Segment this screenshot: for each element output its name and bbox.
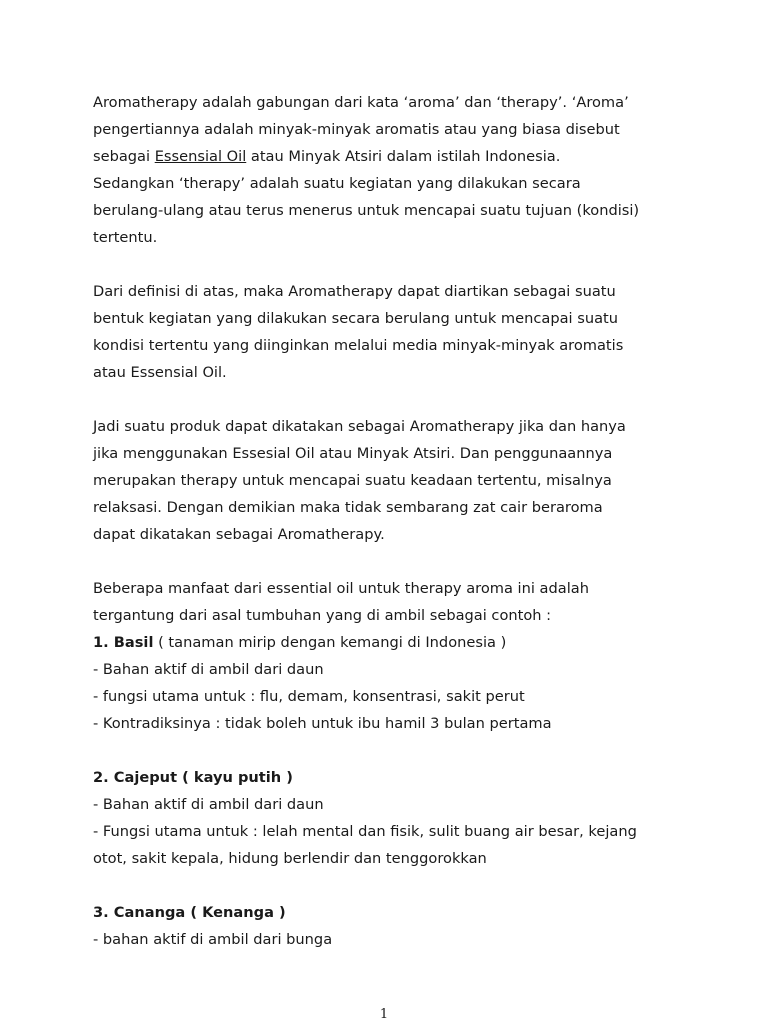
- list-item: - Bahan aktif di ambil dari daun: [93, 661, 324, 678]
- paragraph-definition: [93, 89, 693, 251]
- paragraph-benefits: [93, 575, 693, 737]
- text-line: merupakan therapy untuk mencapai suatu keadaan tertentu, misalnya: [93, 472, 612, 489]
- list-item: - Kontradiksinya : tidak boleh untuk ibu hamil 3 bulan pertama: [93, 715, 552, 732]
- list-item: otot, sakit kepala, hidung berlendir dan tenggorokkan: [93, 850, 487, 867]
- text-line: Beberapa manfaat dari essential oil untuk therapy aroma ini adalah: [93, 580, 589, 597]
- list-item: - bahan aktif di ambil dari bunga: [93, 931, 333, 948]
- list-item: - Bahan aktif di ambil dari daun: [93, 796, 324, 813]
- document-body: [93, 89, 693, 980]
- text-line: Aromatherapy adalah gabungan dari kata ‘aroma’ dan ‘therapy’. ‘Aroma’: [93, 94, 629, 111]
- text-line: dapat dikatakan sebagai Aromatherapy.: [93, 526, 385, 543]
- heading-note: ( tanaman mirip dengan kemangi di Indonesia ): [153, 634, 507, 651]
- text-line: pengertiannya adalah minyak-minyak aromatis atau yang biasa disebut: [93, 121, 620, 138]
- item-heading-cananga: 3. Cananga ( Kenanga ): [93, 904, 286, 921]
- text-line: Jadi suatu produk dapat dikatakan sebagai Aromatherapy jika dan hanya: [93, 418, 626, 435]
- paragraph-conclusion: [93, 278, 693, 386]
- text-line: jika menggunakan Essesial Oil atau Minyak Atsiri. Dan penggunaannya: [93, 445, 613, 462]
- text-line: tergantung dari asal tumbuhan yang di ambil sebagai contoh :: [93, 607, 552, 624]
- text-fragment: atau Minyak Atsiri dalam istilah Indonesia.: [246, 148, 561, 165]
- page-number: 1: [379, 1007, 389, 1022]
- paragraph-product: [93, 413, 693, 548]
- text-line: atau Essensial Oil.: [93, 364, 227, 381]
- text-fragment: sebagai: [93, 148, 155, 165]
- text-line: relaksasi. Dengan demikian maka tidak sembarang zat cair beraroma: [93, 499, 603, 516]
- text-line: berulang-ulang atau terus menerus untuk mencapai suatu tujuan (kondisi): [93, 202, 640, 219]
- text-line: bentuk kegiatan yang dilakukan secara berulang untuk mencapai suatu: [93, 310, 619, 327]
- list-item: - fungsi utama untuk : flu, demam, konsentrasi, sakit perut: [93, 688, 525, 705]
- section-cananga: [93, 899, 693, 953]
- item-heading-basil: [93, 629, 693, 656]
- text-line: kondisi tertentu yang diinginkan melalui media minyak-minyak aromatis: [93, 337, 624, 354]
- heading-text: 1. Basil: [93, 634, 154, 651]
- item-heading-cajeput: 2. Cajeput ( kayu putih ): [93, 769, 293, 786]
- essensial-oil-link[interactable]: Essensial Oil: [154, 148, 247, 165]
- section-cajeput: [93, 764, 693, 872]
- list-item: - Fungsi utama untuk : lelah mental dan fisik, sulit buang air besar, kejang: [93, 823, 637, 840]
- text-line: Dari definisi di atas, maka Aromatherapy dapat diartikan sebagai suatu: [93, 283, 616, 300]
- text-line: Sedangkan ‘therapy’ adalah suatu kegiatan yang dilakukan secara: [93, 175, 581, 192]
- text-line: [93, 143, 693, 170]
- text-line: tertentu.: [93, 229, 158, 246]
